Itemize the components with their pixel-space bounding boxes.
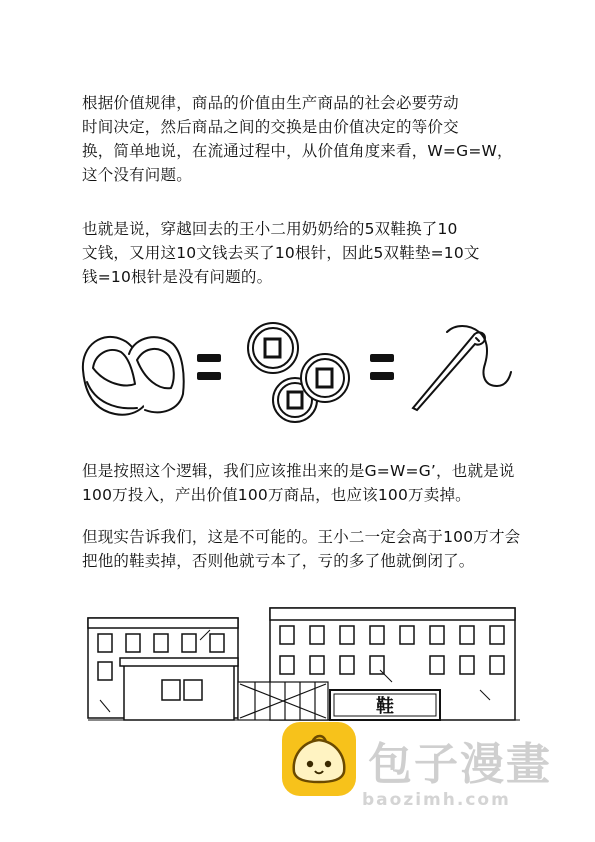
paragraph-reality — [82, 525, 520, 573]
text-line: 把他的鞋卖掉，否则他就亏本了，亏的多了他就倒闭了。 — [82, 552, 475, 570]
text-line: 根据价值规律，商品的价值由生产商品的社会必要劳动 — [82, 94, 459, 112]
text-line: 100万投入，产出价值100万商品，也应该100万卖掉。 — [82, 486, 471, 504]
paragraph-exchange-example — [82, 217, 480, 289]
paragraph-value-law — [82, 91, 513, 187]
watermark-url: baozimh.com — [362, 790, 511, 810]
text-line: 这个没有问题。 — [82, 166, 192, 184]
text-line: 但现实告诉我们，这是不可能的。王小二一定会高于100万才会 — [82, 528, 521, 546]
text-line: 也就是说，穿越回去的王小二用奶奶给的5双鞋换了10 — [82, 220, 458, 238]
factory-sign — [330, 690, 440, 720]
text-line: 但是按照这个逻辑，我们应该推出来的是G=W=G’，也就是说 — [82, 462, 515, 480]
gate — [238, 682, 328, 720]
baozi-logo-icon — [280, 720, 358, 798]
coins-drawing — [248, 323, 349, 422]
watermark-title: 包子漫畫 — [368, 739, 552, 790]
exchange-illustration — [75, 310, 515, 430]
text-line: 钱=10根针是没有问题的。 — [82, 268, 273, 286]
equals-sign — [197, 354, 221, 380]
text-line: 换，简单地说，在流通过程中，从价值角度来看，W=G=W， — [82, 142, 513, 160]
paragraph-gwg-logic — [82, 459, 515, 507]
needle-drawing — [413, 326, 511, 410]
shoes-drawing — [83, 337, 184, 415]
text-line: 时间决定，然后商品之间的交换是由价值决定的等价交 — [82, 118, 459, 136]
guard-house — [120, 658, 238, 720]
factory-drawing — [80, 600, 530, 730]
text-line: 文钱，又用这10文钱去买了10根针，因此5双鞋垫=10文 — [82, 244, 480, 262]
equals-sign — [370, 354, 394, 380]
sign-text: 鞋 — [376, 696, 394, 717]
